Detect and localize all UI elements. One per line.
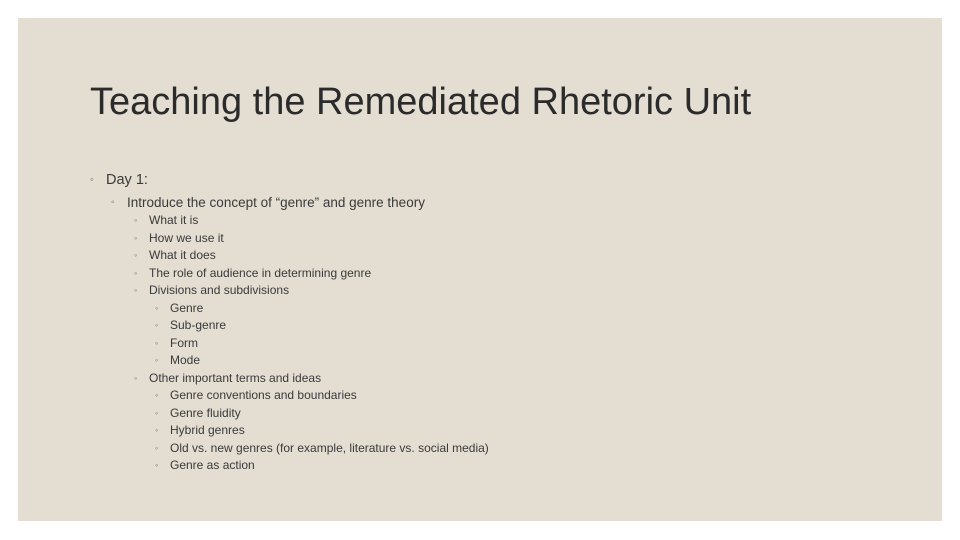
list-item-text: Hybrid genres [170, 423, 245, 437]
bullet-icon: ◦ [134, 250, 138, 260]
list-item-text: Genre conventions and boundaries [170, 388, 357, 402]
list-item [155, 335, 910, 353]
list-item [134, 370, 910, 388]
bullet-icon: ◦ [155, 302, 159, 313]
list-item-text: Sub-genre [170, 318, 227, 332]
list-item-text: How we use it [149, 230, 224, 245]
bullet-icon: ◦ [155, 460, 159, 470]
list-item-text: Day 1: [106, 172, 148, 188]
bullet-icon: ◦ [134, 215, 138, 225]
list-item [155, 440, 910, 458]
list-item [155, 300, 910, 318]
list-item-text: Divisions and subdivisions [149, 283, 290, 297]
list-item-text: Old vs. new genres (for example, literature vs. social media) [170, 440, 489, 455]
bullet-icon: ◦ [155, 337, 159, 348]
slide-title: Teaching the Remediated Rhetoric Unit [90, 81, 752, 123]
bullet-list [90, 167, 910, 475]
bullet-icon: ◦ [90, 174, 94, 186]
bullet-icon: ◦ [155, 407, 159, 418]
list-item-text: Mode [170, 353, 201, 367]
bullet-icon: ◦ [134, 372, 138, 383]
list-item [155, 457, 910, 475]
bullet-icon: ◦ [134, 267, 138, 278]
list-item [90, 167, 910, 193]
list-item-text: The role of audience in determining genre [149, 265, 372, 280]
bullet-icon: ◦ [155, 442, 159, 453]
list-item [155, 387, 910, 405]
list-item [134, 265, 910, 283]
list-item [134, 230, 910, 248]
list-item-text: Genre as action [170, 458, 255, 472]
list-item [155, 317, 910, 335]
list-item [155, 352, 910, 370]
list-item-text: Genre fluidity [170, 405, 241, 420]
list-item-text: Other important terms and ideas [149, 370, 322, 385]
list-item-text: Genre [170, 300, 204, 315]
bullet-icon: ◦ [155, 355, 159, 365]
bullet-icon: ◦ [155, 320, 159, 330]
bullet-icon: ◦ [111, 197, 115, 208]
list-item [155, 405, 910, 423]
list-item-text: Form [170, 335, 198, 350]
bullet-icon: ◦ [155, 425, 159, 435]
list-item-text: What it is [149, 213, 199, 227]
list-item [155, 422, 910, 440]
list-item [134, 212, 910, 230]
list-item [134, 282, 910, 300]
bullet-icon: ◦ [155, 390, 159, 400]
list-item-text: What it does [149, 248, 216, 262]
slide [18, 18, 942, 521]
bullet-icon: ◦ [134, 285, 138, 295]
list-item [134, 247, 910, 265]
list-item [111, 193, 910, 212]
list-item-text: Introduce the concept of “genre” and genre theory [127, 195, 425, 210]
bullet-icon: ◦ [134, 232, 138, 243]
